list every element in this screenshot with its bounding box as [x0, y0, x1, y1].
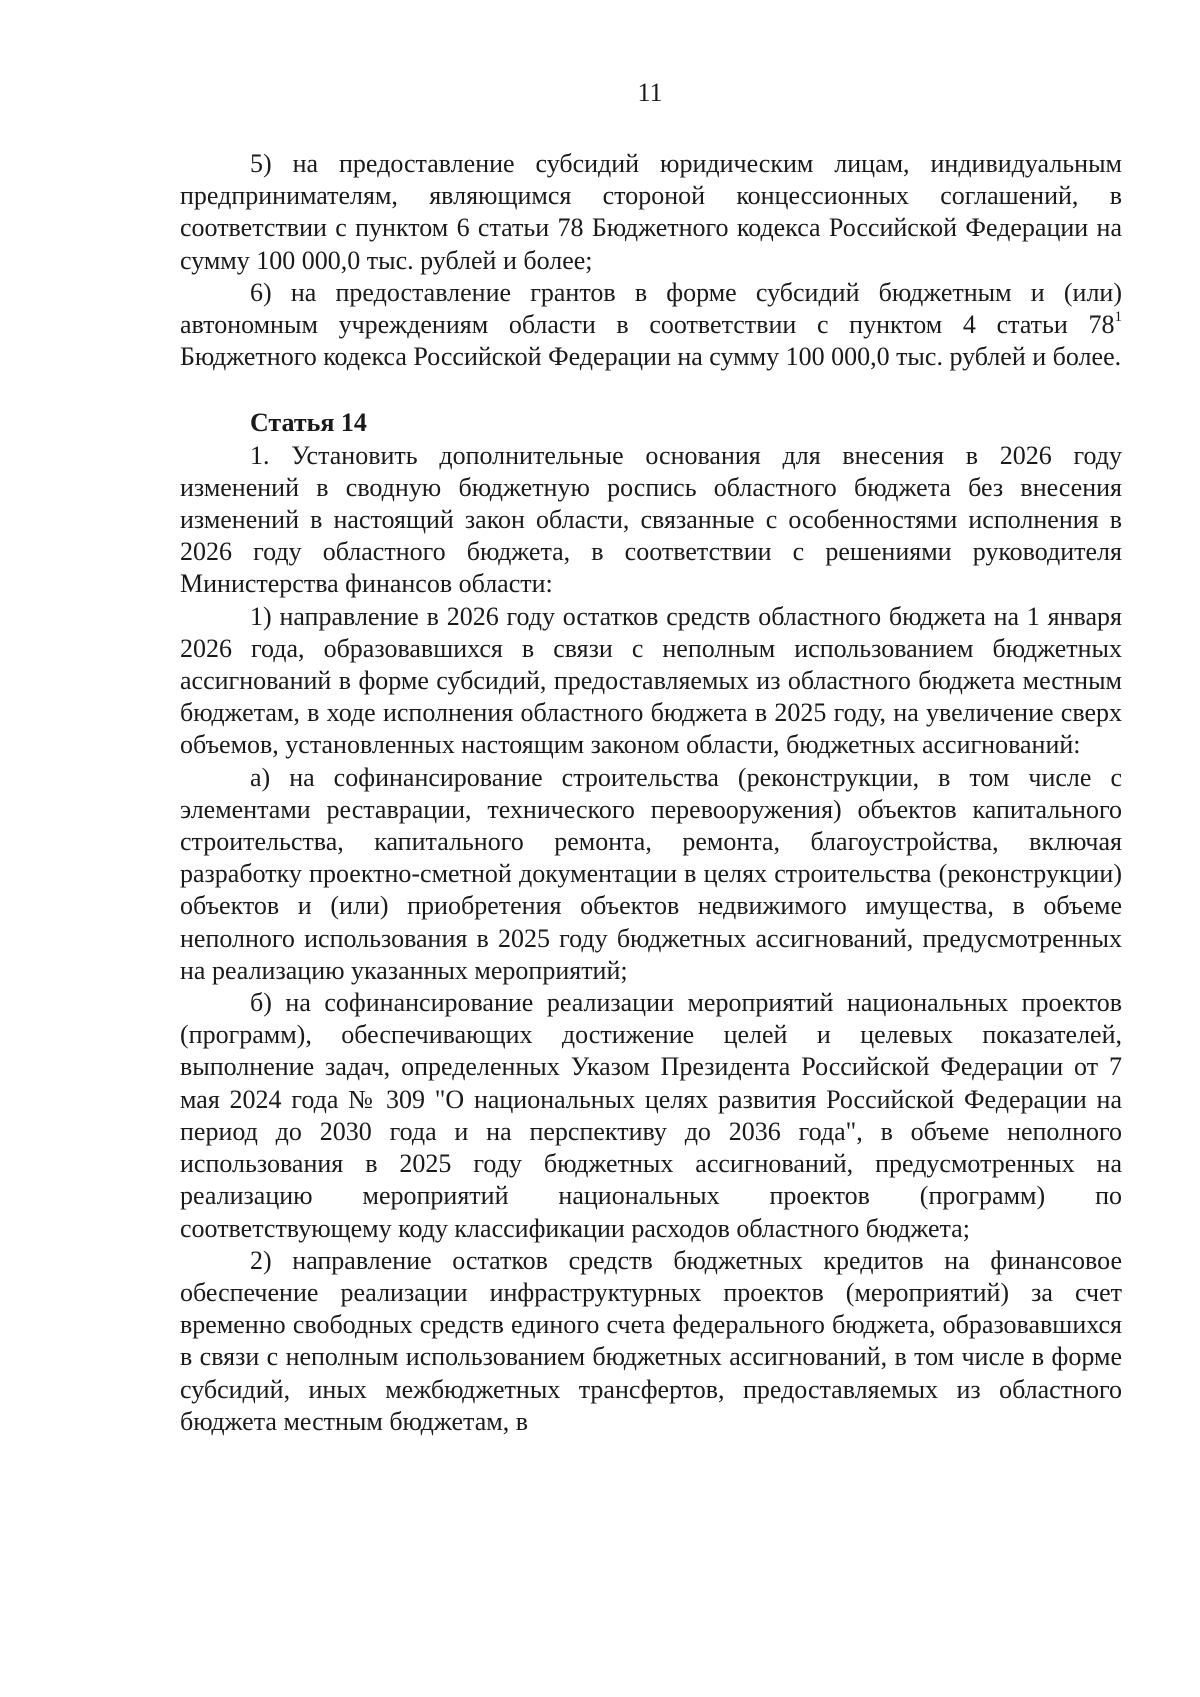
paragraph-subclause-a: а) на софинансирование строительства (реконструкции, в том числе с элементами реставрации, технического перевооружения) объектов капитального строительства, капитального ремонта, ремонта, благоустройства, включая разработку проектно-сметной документации в целях строительства (реконструкции) объектов и (или) приобретения объектов недвижимого имущества, в объеме неполного использования в 2025 году бюджетных ассигнований, предусмотренных на реализацию указанных мероприятий;: [180, 762, 1122, 985]
paragraph-subclause-2: 2) направление остатков средств бюджетных кредитов на финансовое обеспечение реализации инфраструктурных проектов (мероприятий) за счет временно свободных средств единого счета федерального бюджета, образовавшихся в связи с неполным использованием бюджетных ассигнований, в том числе в форме субсидий, иных межбюджетных трансфертов, предоставляемых из областного бюджета местным бюджетам, в: [180, 1245, 1122, 1436]
article-superscript: 1: [1114, 309, 1122, 326]
paragraph-item-6-continuation: Бюджетного кодекса Российской Федерации на сумму 100 000,0 тыс. рублей и более.: [180, 342, 1122, 372]
paragraph-subclause-1: 1) направление в 2026 году остатков средств областного бюджета на 1 января 2026 года, образовавшихся в связи с неполным использованием бюджетных ассигнований в форме субсидий, предоставляемых из областного бюджета местным бюджетам, в ходе исполнения областного бюджета в 2025 году, на увеличение сверх объемов, установленных настоящим законом области, бюджетных ассигнований:: [180, 601, 1122, 760]
paragraph-item-6: [180, 277, 1122, 374]
paragraph-item-5: 5) на предоставление субсидий юридическим лицам, индивидуальным предпринимателям, являющимся стороной концессионных соглашений, в соответствии с пунктом 6 статьи 78 Бюджетного кодекса Российской Федерации на сумму 100 000,0 тыс. рублей и более;: [180, 149, 1122, 275]
paragraph-subclause-b: б) на софинансирование реализации мероприятий национальных проектов (программ), обеспечивающих достижение целей и целевых показателей, выполнение задач, определенных Указом Президента Российской Федерации от 7 мая 2024 года № 309 "О национальных целях развития Российской Федерации на период до 2030 года и на перспективу до 2036 года", в объеме неполного использования в 2025 году бюджетных ассигнований, предусмотренных на реализацию мероприятий национальных проектов (программ) по соответствующему коду классификации расходов областного бюджета;: [180, 988, 1122, 1243]
paragraph-clause-1: 1. Установить дополнительные основания для внесения в 2026 году изменений в сводную бюджетную роспись областного бюджета без внесения изменений в настоящий закон области, связанные с особенностями исполнения в 2026 году областного бюджета, в соответствии с решениями руководителя Министерства финансов области:: [180, 440, 1122, 599]
article-heading: Статья 14: [250, 408, 367, 438]
document-body: [180, 148, 1122, 1438]
page-number: 11: [637, 78, 663, 107]
paragraph-item-6-text: 6) на предоставление грантов в форме субсидий бюджетным и (или) автономным учреждениям области в соответствии с пунктом 4 статьи 78: [180, 277, 1122, 340]
